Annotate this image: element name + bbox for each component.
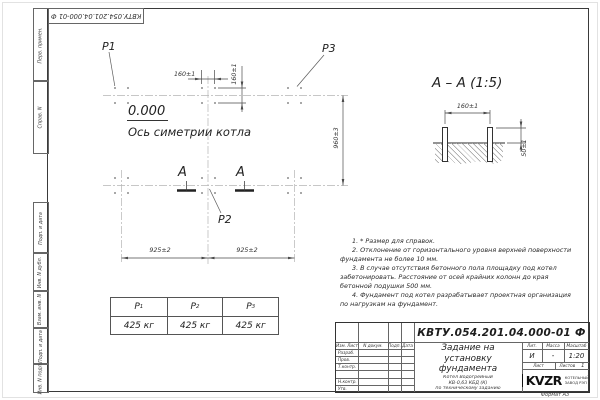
- note-4: 4. Фундамент под котел разрабатывает проектная организация по нагрузкам на фундамент.: [340, 290, 571, 308]
- load-table-header-p1: P 1: [134, 302, 144, 312]
- mass-value: -: [551, 351, 555, 360]
- elevation-mark: 0.000: [127, 104, 168, 121]
- anchor-bolt-right: [487, 127, 493, 162]
- load-table-header-p3: P 3: [222, 298, 278, 316]
- kvzr-logo-caption: КОТЕЛЬНЫЙ ЗАВОД РЭП: [564, 375, 589, 385]
- top-designation-text: КВТУ.054.201.04.000-01 Ф: [50, 12, 142, 20]
- anchor-cluster-top-center: [202, 88, 215, 103]
- load-table-value-p1: 425 кг: [111, 316, 167, 334]
- row-razrab: Разраб.: [338, 350, 355, 355]
- frame-label: Подп. и дата: [38, 211, 44, 245]
- load-point-label-p2: P2: [218, 213, 232, 226]
- title-block: [335, 322, 590, 393]
- lit-value: И: [529, 351, 535, 360]
- dim-925-left: 925±2: [149, 247, 171, 254]
- load-table-header-p2: P 2: [167, 298, 223, 316]
- frame-label: Подп. и дата: [38, 329, 44, 363]
- section-view-title: А – А (1:5): [432, 75, 503, 91]
- frame-label: Перв. примен.: [38, 26, 44, 64]
- load-table-value-p3: 425 кг: [222, 316, 278, 334]
- sheets-value: 1: [581, 362, 585, 369]
- load-table: [110, 297, 279, 335]
- anchor-cluster-bottom-left: [115, 178, 128, 193]
- kvzr-logo-text: KVZR: [525, 373, 562, 388]
- axis-caption: Ось симетрии котла: [128, 125, 252, 139]
- dim-960: 960±3: [332, 127, 340, 149]
- row-prov: Пров.: [338, 357, 351, 362]
- frame-label: Инв. N дубл.: [38, 256, 44, 288]
- product-name: Котел Водогрейный КВ-0,63 КБД (К) по техническому заданию: [435, 375, 501, 392]
- mass-label: Масса: [546, 343, 560, 348]
- dim-160-horizontal: 160±1: [174, 71, 196, 78]
- col-n-dokum: N докум.: [363, 343, 383, 348]
- col-data: Дата: [402, 343, 413, 348]
- company-logo: [522, 369, 589, 392]
- format-note: Формат А3: [540, 392, 570, 398]
- note-1: 1. * Размер для справок.: [352, 237, 435, 245]
- dim-section-160: 160±1: [456, 103, 479, 110]
- sheets-label: Листов: [559, 363, 576, 368]
- anchor-cluster-bottom-center: [202, 178, 215, 193]
- scale-label: Масштаб: [566, 343, 587, 348]
- frame-label: Справ. N: [38, 106, 44, 128]
- anchor-bolt-left: [442, 127, 448, 162]
- load-point-label-p1: P1: [102, 40, 116, 53]
- frame-label: Инв. N подл.: [38, 362, 44, 394]
- dim-160-vertical: 160±1: [230, 63, 238, 85]
- titleblock-designation: КВТУ.054.201.04.000-01 Ф: [417, 326, 586, 339]
- anchor-cluster-top-left: [115, 88, 128, 103]
- row-utv: Утв.: [338, 386, 347, 391]
- anchor-cluster-top-right: [288, 88, 301, 103]
- sheet-label: Лист: [533, 363, 544, 368]
- frame-label: Взам. инв. N: [38, 293, 44, 326]
- kvzr-logo-icon: [522, 374, 523, 387]
- anchor-cluster-bottom-right: [288, 178, 301, 193]
- row-nkontr: Н.контр.: [338, 379, 357, 384]
- load-point-label-p3: P3: [322, 42, 336, 55]
- note-3: 3. В случае отсутствия бетонного пола площадку под котел забетонировать. Расстояние от осей крайних колонн до края бетонной подушки 500 мм.: [340, 263, 557, 290]
- scale-value: 1:20: [568, 351, 585, 360]
- lit-label: Лит.: [527, 343, 537, 348]
- sheets-cell: [555, 362, 589, 369]
- document-title: Задание на установку фундамента: [438, 343, 498, 375]
- row-tkontr: Т.контр.: [338, 364, 357, 369]
- section-letter-left: А: [178, 165, 187, 180]
- section-letter-right: А: [236, 165, 245, 180]
- col-podp: Подп.: [388, 343, 401, 348]
- note-2: 2. Отклонение от горизонтального уровня верхней поверхности фундамента не более 10 мм.: [340, 245, 572, 263]
- dim-925-right: 925±2: [236, 247, 258, 254]
- load-table-value-p2: 425 кг: [167, 316, 223, 334]
- dim-section-50: 50±1: [520, 139, 528, 157]
- col-izm-list: Изм. Лист: [336, 343, 358, 348]
- technical-notes: [340, 237, 577, 309]
